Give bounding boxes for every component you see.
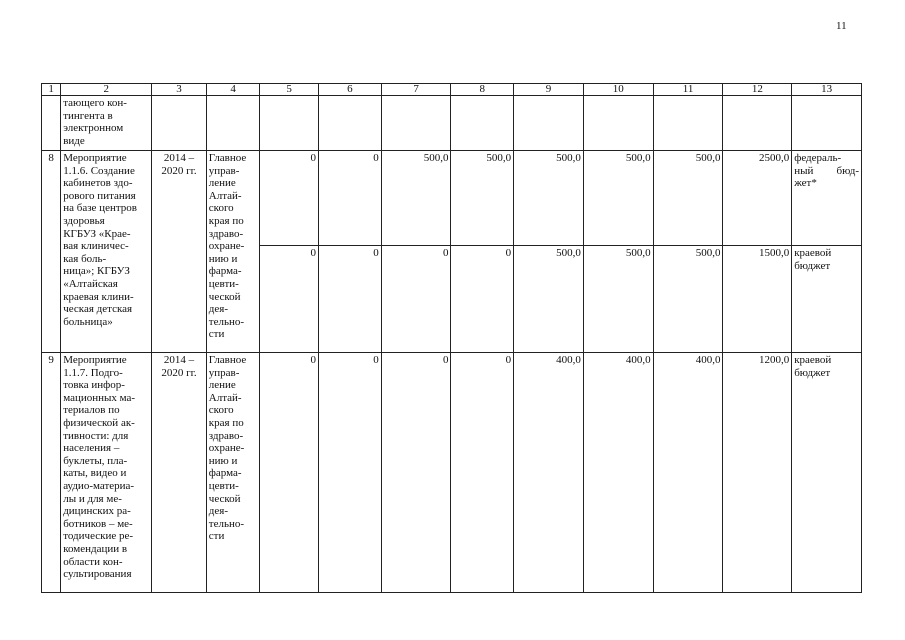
value-cell: 500,0	[381, 151, 451, 246]
value-cell: 500,0	[514, 246, 584, 353]
table-row	[42, 353, 862, 593]
page-number: 11	[836, 20, 847, 32]
total-cell: 1500,0	[723, 246, 792, 353]
header-cell: 12	[723, 84, 792, 96]
total-cell: 1200,0	[723, 353, 792, 593]
value-cell: 500,0	[653, 246, 723, 353]
header-cell: 11	[653, 84, 723, 96]
value-cell: 500,0	[583, 246, 653, 353]
funding-source: краевой бюджет	[792, 353, 862, 593]
header-cell: 4	[206, 84, 260, 96]
value-cell: 0	[319, 246, 382, 353]
budget-table	[41, 83, 862, 593]
header-cell: 10	[583, 84, 653, 96]
value-cell: 0	[260, 353, 319, 593]
row-number: 8	[42, 151, 61, 353]
header-cell: 13	[792, 84, 862, 96]
value-cell: 0	[319, 151, 382, 246]
header-cell: 1	[42, 84, 61, 96]
value-cell: 500,0	[583, 151, 653, 246]
total-cell: 2500,0	[723, 151, 792, 246]
header-cell: 6	[319, 84, 382, 96]
value-cell: 500,0	[514, 151, 584, 246]
header-cell: 3	[152, 84, 207, 96]
funding-source: краевой бюджет	[792, 246, 862, 353]
header-cell: 2	[61, 84, 152, 96]
value-cell: 400,0	[514, 353, 584, 593]
header-cell: 8	[451, 84, 514, 96]
implementation-period: 2014 – 2020 гг.	[152, 151, 207, 353]
value-cell: 0	[319, 353, 382, 593]
value-cell: 0	[260, 151, 319, 246]
value-cell: 0	[381, 246, 451, 353]
value-cell: 400,0	[653, 353, 723, 593]
measure-description: Мероприятие 1.1.6. Создание кабинетов здо- рового питания на базе центров здоровья КГБУЗ «Крае- вая клиничес- кая боль- ница»; КГБУЗ «Алтайская краевая клини- ческая детская больница»	[61, 151, 152, 353]
measure-description: Мероприятие 1.1.7. Подго- товка инфор- мационных ма- териалов по физической ак- тивности: для населения – буклеты, пла- каты, видео и аудио-материа- лы и для ме- дицинских ра- ботников – ме- тодические ре- комендации в области кон- сультирования	[61, 353, 152, 593]
value-cell: 0	[451, 353, 514, 593]
value-cell: 0	[381, 353, 451, 593]
value-cell: 0	[451, 246, 514, 353]
executor: Главное управ- ление Алтай- ского края по здраво- охране- нию и фарма- цевти- ческой дея- тельно- сти	[206, 353, 260, 593]
value-cell: 500,0	[451, 151, 514, 246]
continuation-description: тающего кон- тингента в электронном виде	[61, 96, 152, 151]
header-cell: 5	[260, 84, 319, 96]
value-cell: 500,0	[653, 151, 723, 246]
header-row	[42, 84, 862, 96]
row-number: 9	[42, 353, 61, 593]
implementation-period: 2014 – 2020 гг.	[152, 353, 207, 593]
header-cell: 7	[381, 84, 451, 96]
executor: Главное управ- ление Алтай- ского края по здраво- охране- нию и фарма- цевти- ческой дея- тельно- сти	[206, 151, 260, 353]
value-cell: 400,0	[583, 353, 653, 593]
table-row	[42, 151, 862, 246]
value-cell: 0	[260, 246, 319, 353]
header-cell: 9	[514, 84, 584, 96]
funding-source: федераль-ный бюд-жет*	[792, 151, 862, 246]
continuation-row	[42, 96, 862, 151]
